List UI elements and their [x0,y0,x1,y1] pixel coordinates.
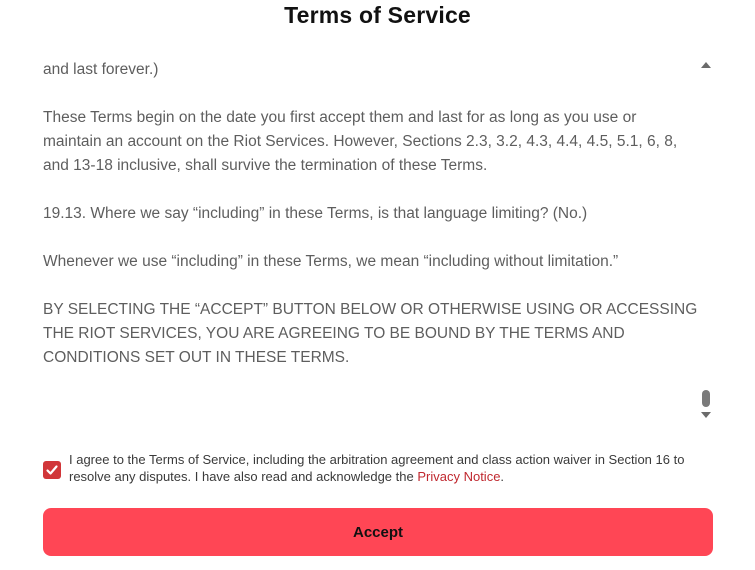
agreement-text-end: . [500,469,505,484]
scroll-fade [0,40,755,52]
scrollbar-thumb[interactable] [702,390,710,407]
scrollbar[interactable] [699,62,713,424]
terms-paragraph: 19.13. Where we say “including” in these Terms, is that language limiting? (No.) [43,205,588,222]
privacy-notice-link[interactable]: Privacy Notice [417,469,501,484]
agreement-text-body: I agree to the Terms of Service, including the arbitration agreement and class action waiver in Section 16 to resolve any disputes. I have also read and acknowledge the [69,452,685,484]
accept-button[interactable]: Accept [43,508,713,556]
agreement-text [69,451,709,485]
check-icon [45,463,59,477]
page-title: Terms of Service [284,2,471,28]
terms-paragraph: BY SELECTING THE “ACCEPT” BUTTON BELOW OR OTHERWISE USING OR ACCESSING THE RIOT SERVICES, YOU ARE AGREEING TO BE BOUND BY THE TERMS AND CONDITIONS SET OUT IN THESE TERMS. [43,301,698,366]
terms-line-partial: and last forever.) [43,61,159,78]
terms-paragraph: These Terms begin on the date you first accept them and last for as long as you use or maintain an account on the Riot Services. However, Sections 2.3, 3.2, 4.3, 4.4, 4.5, 5.1, 6, 8, and 13-18 inclusive, shall survive the termination of these Terms. [43,109,678,174]
chevron-up-icon[interactable] [701,62,711,68]
terms-paragraph: Whenever we use “including” in these Terms, we mean “including without limitation.” [43,253,619,270]
chevron-down-icon[interactable] [701,412,711,418]
terms-content [43,40,698,394]
agree-checkbox[interactable] [43,461,61,479]
terms-scroll-area[interactable] [0,40,755,432]
